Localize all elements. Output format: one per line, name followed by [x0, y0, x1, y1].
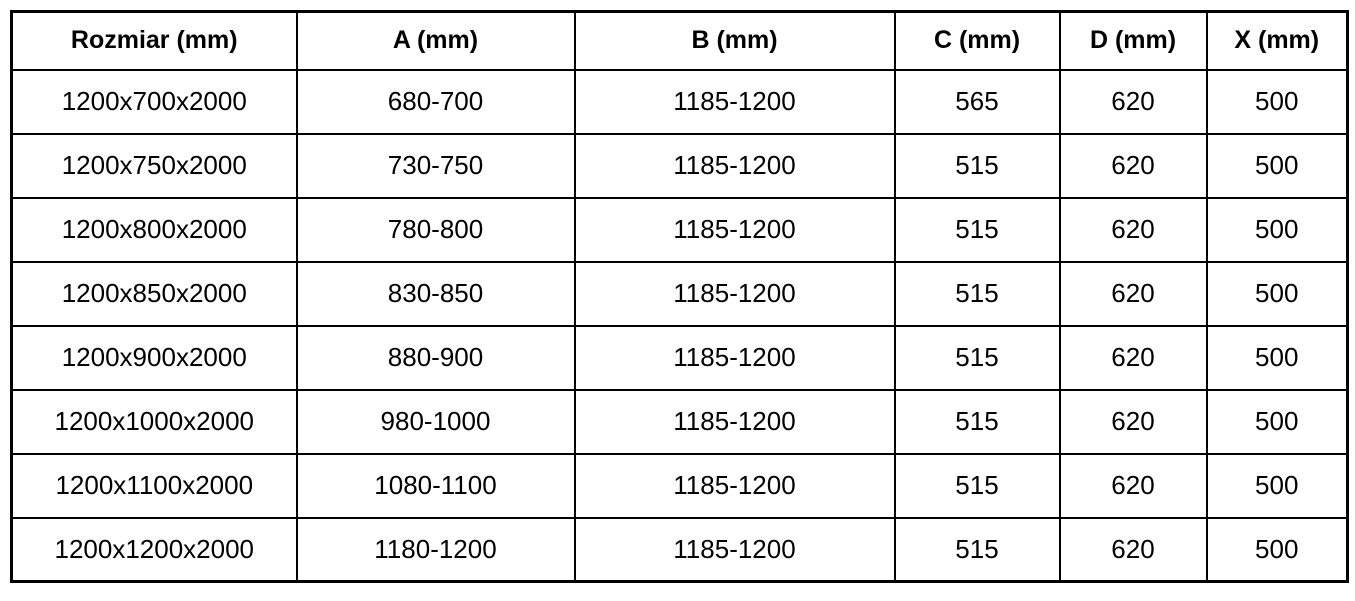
- cell-a: 780-800: [297, 198, 575, 262]
- table-row: [12, 198, 1348, 262]
- cell-c: 515: [895, 198, 1060, 262]
- cell-b: 1185-1200: [575, 198, 895, 262]
- table-row: [12, 262, 1348, 326]
- cell-a: 880-900: [297, 326, 575, 390]
- cell-x: 500: [1207, 262, 1348, 326]
- dimensions-table: [10, 10, 1349, 583]
- cell-rozmiar: 1200x1000x2000: [12, 390, 297, 454]
- cell-x: 500: [1207, 198, 1348, 262]
- cell-b: 1185-1200: [575, 70, 895, 134]
- cell-c: 515: [895, 326, 1060, 390]
- cell-x: 500: [1207, 70, 1348, 134]
- cell-c: 515: [895, 518, 1060, 582]
- cell-b: 1185-1200: [575, 454, 895, 518]
- header-row: [12, 12, 1348, 70]
- cell-d: 620: [1060, 70, 1207, 134]
- cell-c: 515: [895, 390, 1060, 454]
- cell-d: 620: [1060, 134, 1207, 198]
- cell-d: 620: [1060, 454, 1207, 518]
- cell-b: 1185-1200: [575, 326, 895, 390]
- cell-rozmiar: 1200x800x2000: [12, 198, 297, 262]
- table-row: [12, 70, 1348, 134]
- cell-a: 1180-1200: [297, 518, 575, 582]
- cell-rozmiar: 1200x900x2000: [12, 326, 297, 390]
- cell-a: 680-700: [297, 70, 575, 134]
- cell-a: 730-750: [297, 134, 575, 198]
- column-header-d: D (mm): [1060, 12, 1207, 70]
- cell-b: 1185-1200: [575, 134, 895, 198]
- cell-x: 500: [1207, 390, 1348, 454]
- cell-d: 620: [1060, 198, 1207, 262]
- cell-a: 980-1000: [297, 390, 575, 454]
- cell-d: 620: [1060, 518, 1207, 582]
- cell-x: 500: [1207, 134, 1348, 198]
- table-row: [12, 134, 1348, 198]
- cell-a: 830-850: [297, 262, 575, 326]
- cell-c: 565: [895, 70, 1060, 134]
- column-header-x: X (mm): [1207, 12, 1348, 70]
- cell-x: 500: [1207, 326, 1348, 390]
- cell-b: 1185-1200: [575, 262, 895, 326]
- table-row: [12, 518, 1348, 582]
- cell-x: 500: [1207, 454, 1348, 518]
- cell-d: 620: [1060, 326, 1207, 390]
- column-header-c: C (mm): [895, 12, 1060, 70]
- cell-d: 620: [1060, 262, 1207, 326]
- cell-b: 1185-1200: [575, 518, 895, 582]
- cell-rozmiar: 1200x700x2000: [12, 70, 297, 134]
- cell-x: 500: [1207, 518, 1348, 582]
- cell-rozmiar: 1200x1100x2000: [12, 454, 297, 518]
- table-row: [12, 390, 1348, 454]
- column-header-a: A (mm): [297, 12, 575, 70]
- cell-c: 515: [895, 454, 1060, 518]
- table-row: [12, 454, 1348, 518]
- cell-c: 515: [895, 262, 1060, 326]
- cell-rozmiar: 1200x850x2000: [12, 262, 297, 326]
- table-row: [12, 326, 1348, 390]
- cell-rozmiar: 1200x750x2000: [12, 134, 297, 198]
- column-header-b: B (mm): [575, 12, 895, 70]
- cell-d: 620: [1060, 390, 1207, 454]
- cell-rozmiar: 1200x1200x2000: [12, 518, 297, 582]
- cell-b: 1185-1200: [575, 390, 895, 454]
- cell-c: 515: [895, 134, 1060, 198]
- cell-a: 1080-1100: [297, 454, 575, 518]
- column-header-rozmiar: Rozmiar (mm): [12, 12, 297, 70]
